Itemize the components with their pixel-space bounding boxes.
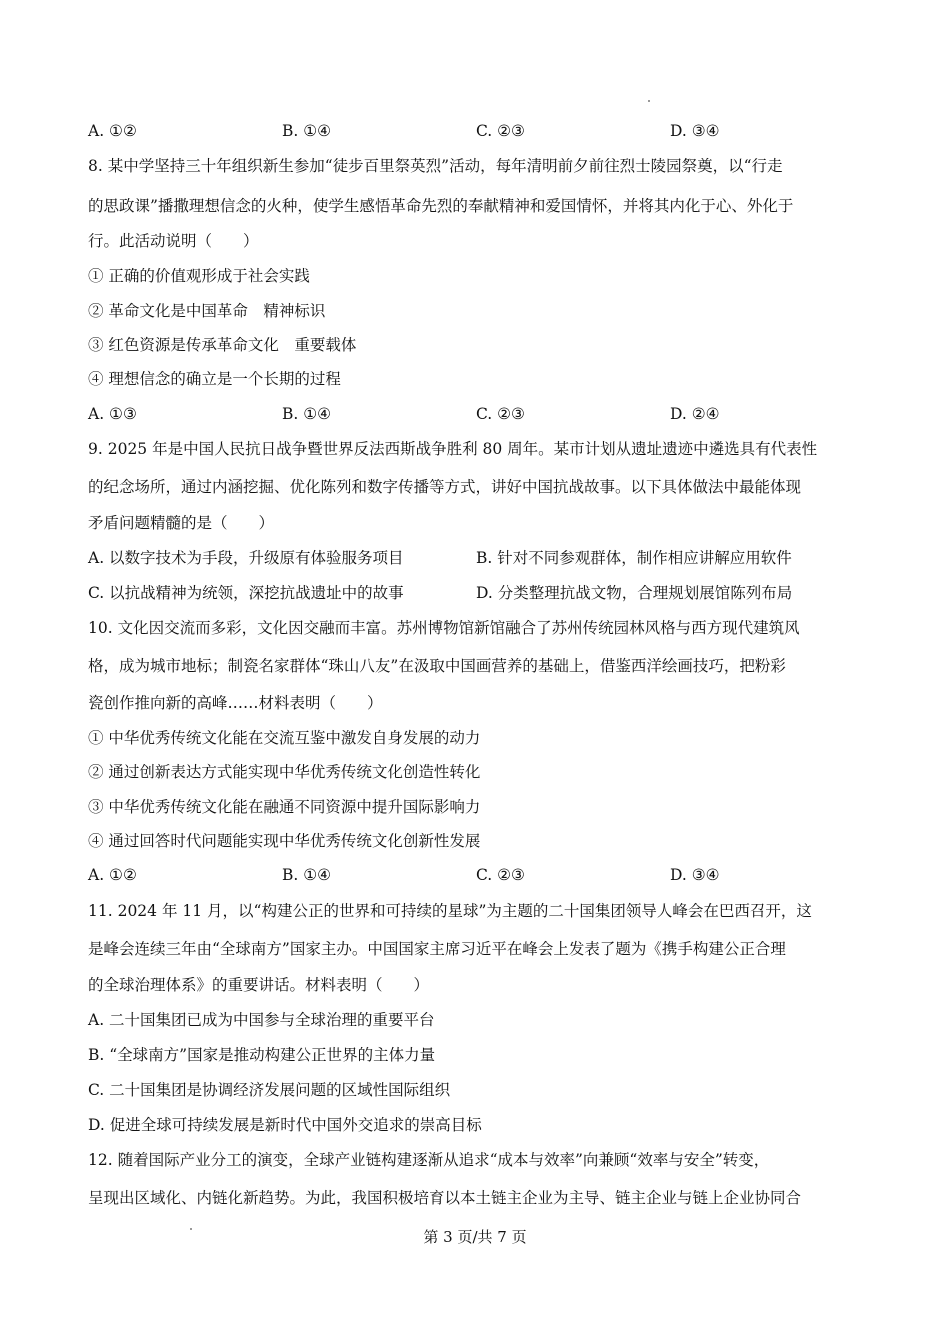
q8-option-d: D. ②④ <box>670 405 720 423</box>
q9-options-row-1 <box>88 547 868 569</box>
q10-statement-4: ④ 通过回答时代问题能实现中华优秀传统文化创新性发展 <box>88 832 481 850</box>
q10-stem-line: 瓷创作推向新的高峰……材料表明（ ） <box>88 694 383 712</box>
q11-option-c: C. 二十国集团是协调经济发展问题的区域性国际组织 <box>88 1081 451 1099</box>
q10-statement-2: ② 通过创新表达方式能实现中华优秀传统文化创造性转化 <box>88 763 481 781</box>
q8-stem-line: 8. 某中学坚持三十年组织新生参加“徒步百里祭英烈”活动，每年清明前夕前往烈士陵园祭奠，以“行走 <box>88 157 783 175</box>
q9-stem-line: 9. 2025 年是中国人民抗日战争暨世界反法西斯战争胜利 80 周年。某市计划从遗址遗迹中遴选具有代表性 <box>88 440 818 458</box>
q12-stem-line: 呈现出区域化、内链化新趋势。为此，我国积极培育以本土链主企业为主导、链主企业与链上企业协同合 <box>88 1189 802 1207</box>
q7-option-c: C. ②③ <box>476 122 525 140</box>
q8-option-b: B. ①④ <box>282 405 332 423</box>
q8-stem-line: 的思政课”播撒理想信念的火种，使学生感悟革命先烈的奉献精神和爱国情怀，并将其内化于心、外化于 <box>88 197 794 215</box>
q8-option-c: C. ②③ <box>476 405 525 423</box>
q10-option-a: A. ①② <box>88 866 137 884</box>
q8-statement-3: ③ 红色资源是传承革命文化 重要载体 <box>88 336 357 354</box>
q12-stem-line: 12. 随着国际产业分工的演变，全球产业链构建逐渐从追求“成本与效率”向兼顾“效率与安全”转变， <box>88 1151 770 1169</box>
q8-option-a: A. ①③ <box>88 405 137 423</box>
page-footer: 第 3 页/共 7 页 <box>423 1228 527 1246</box>
q7-option-d: D. ③④ <box>670 122 720 140</box>
q10-statement-1: ① 中华优秀传统文化能在交流互鉴中激发自身发展的动力 <box>88 729 481 747</box>
q9-option-c: C. 以抗战精神为统领，深挖抗战遗址中的故事 <box>88 584 404 602</box>
q7-options <box>88 120 868 142</box>
q8-statement-2: ② 革命文化是中国革命 精神标识 <box>88 302 326 320</box>
q10-option-d: D. ③④ <box>670 866 720 884</box>
scan-speck <box>648 100 650 102</box>
q10-option-c: C. ②③ <box>476 866 525 884</box>
q11-option-d: D. 促进全球可持续发展是新时代中国外交追求的崇高目标 <box>88 1116 482 1134</box>
q11-stem-line: 是峰会连续三年由“全球南方”国家主办。中国国家主席习近平在峰会上发表了题为《携手构建公正合理 <box>88 940 786 958</box>
q11-stem-line: 11. 2024 年 11 月，以“构建公正的世界和可持续的星球”为主题的二十国集团领导人峰会在巴西召开，这 <box>88 902 812 920</box>
q9-options-row-2 <box>88 582 868 604</box>
q9-stem-line: 的纪念场所，通过内涵挖掘、优化陈列和数字传播等方式，讲好中国抗战故事。以下具体做法中最能体现 <box>88 478 802 496</box>
q9-option-d: D. 分类整理抗战文物，合理规划展馆陈列布局 <box>476 584 793 602</box>
q7-option-a: A. ①② <box>88 122 137 140</box>
q8-statement-1: ① 正确的价值观形成于社会实践 <box>88 267 310 285</box>
q11-stem-line: 的全球治理体系》的重要讲话。材料表明（ ） <box>88 976 430 994</box>
q9-option-b: B. 针对不同参观群体，制作相应讲解应用软件 <box>476 549 792 567</box>
q7-option-b: B. ①④ <box>282 122 332 140</box>
q9-stem-line: 矛盾问题精髓的是（ ） <box>88 514 275 532</box>
q10-stem-line: 格，成为城市地标；制瓷名家群体“珠山八友”在汲取中国画营养的基础上，借鉴西洋绘画技巧，把粉彩 <box>88 657 786 675</box>
q10-statement-3: ③ 中华优秀传统文化能在融通不同资源中提升国际影响力 <box>88 798 481 816</box>
q9-option-a: A. 以数字技术为手段，升级原有体验服务项目 <box>88 549 404 567</box>
q8-statement-4: ④ 理想信念的确立是一个长期的过程 <box>88 370 341 388</box>
q10-options <box>88 864 868 886</box>
q10-option-b: B. ①④ <box>282 866 332 884</box>
q8-options <box>88 403 868 425</box>
q11-option-a: A. 二十国集团已成为中国参与全球治理的重要平台 <box>88 1011 435 1029</box>
q10-stem-line: 10. 文化因交流而多彩，文化因交融而丰富。苏州博物馆新馆融合了苏州传统园林风格与西方现代建筑风 <box>88 619 800 637</box>
q8-stem-line: 行。此活动说明（ ） <box>88 232 259 250</box>
q11-option-b: B. “全球南方”国家是推动构建公正世界的主体力量 <box>88 1046 436 1064</box>
